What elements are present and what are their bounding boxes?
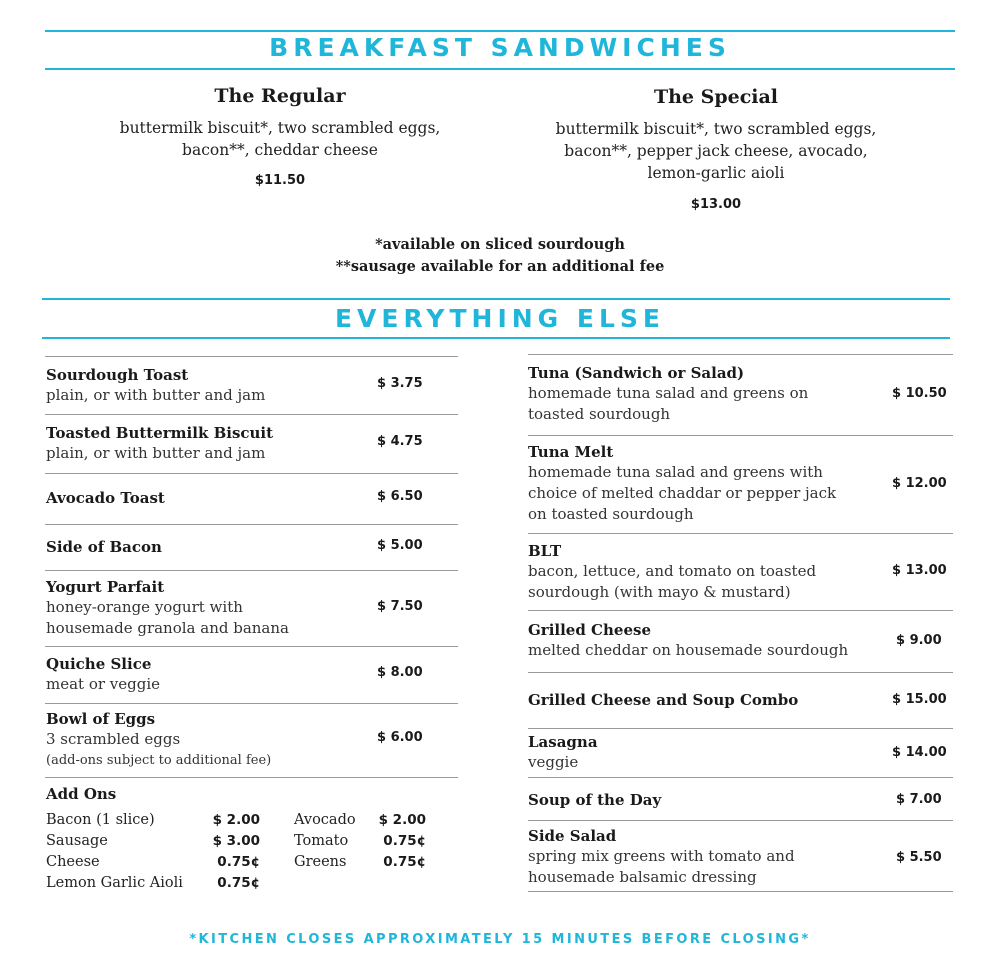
- addon-price: $ 3.00: [212, 833, 260, 849]
- divider: [45, 524, 458, 525]
- footnote-sausage: **sausage available for an additional fee: [335, 258, 665, 275]
- sandwich-special: [516, 86, 916, 212]
- item-desc: spring mix greens with tomato and: [528, 847, 795, 865]
- item-name: Yogurt Parfait: [46, 578, 165, 596]
- everything-top-rule: [42, 298, 950, 300]
- sandwich-regular: [80, 85, 480, 188]
- item-name: Soup of the Day: [528, 791, 662, 809]
- item-name: Bowl of Eggs: [46, 710, 156, 728]
- item-name: Quiche Slice: [46, 655, 152, 673]
- addon-name: Lemon Garlic Aioli: [46, 875, 183, 891]
- item-price: $ 3.75: [377, 376, 423, 391]
- menu-item-bowl-of-eggs: [46, 709, 271, 771]
- item-desc: bacon, lettuce, and tomato on toasted: [528, 562, 817, 580]
- sandwich-price: $11.50: [254, 173, 306, 188]
- footnote-sourdough: *available on sliced sourdough: [375, 236, 625, 253]
- item-name: Lasagna: [528, 733, 598, 751]
- item-desc: housemade granola and banana: [46, 619, 289, 637]
- item-desc: homemade tuna salad and greens on: [528, 384, 809, 402]
- divider: [528, 820, 953, 821]
- menu-item-soup-of-the-day: [528, 790, 661, 810]
- sandwich-desc: bacon**, cheddar cheese: [182, 141, 378, 159]
- sandwich-desc: bacon**, pepper jack cheese, avocado,: [564, 142, 868, 160]
- item-name: Grilled Cheese and Soup Combo: [528, 691, 799, 709]
- breakfast-top-rule: [45, 30, 955, 32]
- breakfast-bottom-rule: [45, 68, 955, 70]
- menu-item-tuna: [528, 363, 808, 425]
- addon-name: Bacon (1 slice): [46, 812, 155, 828]
- divider: [45, 570, 458, 571]
- menu-item-grilled-cheese: [528, 620, 848, 661]
- item-price: $ 5.50: [896, 850, 942, 865]
- menu-item-avocado-toast: [46, 488, 165, 508]
- item-price: $ 12.00: [892, 476, 947, 491]
- everything-bottom-rule: [42, 337, 950, 339]
- item-desc: meat or veggie: [46, 675, 161, 693]
- sandwich-name: The Special: [653, 86, 779, 108]
- menu-item-sourdough-toast: [46, 365, 265, 406]
- addon-name: Tomato: [294, 833, 349, 849]
- addons-title: Add Ons: [46, 785, 117, 803]
- item-price: $ 5.00: [377, 538, 423, 553]
- sandwich-price: $13.00: [690, 197, 742, 212]
- item-name: Tuna Melt: [528, 443, 614, 461]
- divider: [528, 533, 953, 534]
- item-desc: melted cheddar on housemade sourdough: [528, 641, 849, 659]
- item-desc: honey-orange yogurt with: [46, 598, 243, 616]
- addon-name: Sausage: [46, 833, 108, 849]
- divider: [528, 435, 953, 436]
- item-name: BLT: [528, 542, 562, 560]
- sandwich-name: The Regular: [214, 85, 346, 107]
- divider: [45, 703, 458, 704]
- menu-item-toasted-biscuit: [46, 423, 273, 464]
- item-desc: veggie: [528, 753, 579, 771]
- addon-price: 0.75¢: [383, 854, 426, 870]
- addon-price: 0.75¢: [217, 875, 260, 891]
- sandwich-desc: buttermilk biscuit*, two scrambled eggs,: [555, 120, 877, 138]
- item-name: Tuna (Sandwich or Salad): [528, 364, 745, 382]
- divider: [45, 414, 458, 415]
- item-price: $ 8.00: [377, 665, 423, 680]
- item-price: $ 6.50: [377, 489, 423, 504]
- item-price: $ 13.00: [892, 563, 947, 578]
- addon-price: $ 2.00: [378, 812, 426, 828]
- item-desc: choice of melted chaddar or pepper jack: [528, 484, 837, 502]
- divider: [45, 356, 458, 357]
- item-name: Side of Bacon: [46, 538, 162, 556]
- item-desc: 3 scrambled eggs: [46, 730, 181, 748]
- menu-item-side-of-bacon: [46, 537, 162, 557]
- item-price: $ 9.00: [896, 633, 942, 648]
- sandwich-desc: lemon-garlic aioli: [647, 164, 785, 182]
- menu-item-lasagna: [528, 732, 598, 773]
- divider: [45, 777, 458, 778]
- item-desc: on toasted sourdough: [528, 505, 694, 523]
- item-desc: homemade tuna salad and greens with: [528, 463, 823, 481]
- item-desc: toasted sourdough: [528, 405, 671, 423]
- menu-item-side-salad: [528, 826, 795, 888]
- divider: [528, 354, 953, 355]
- divider: [45, 473, 458, 474]
- breakfast-section-title: BREAKFAST SANDWICHES: [269, 33, 731, 62]
- item-desc: housemade balsamic dressing: [528, 868, 757, 886]
- divider: [45, 646, 458, 647]
- item-name: Toasted Buttermilk Biscuit: [46, 424, 274, 442]
- item-desc: (add-ons subject to additional fee): [46, 753, 272, 768]
- divider: [528, 610, 953, 611]
- addon-price: 0.75¢: [383, 833, 426, 849]
- menu-item-tuna-melt: [528, 442, 836, 525]
- item-price: $ 6.00: [377, 730, 423, 745]
- everything-section-title: EVERYTHING ELSE: [334, 304, 665, 333]
- divider: [528, 672, 953, 673]
- menu-item-quiche-slice: [46, 654, 160, 695]
- addon-name: Greens: [294, 854, 347, 870]
- sandwich-footnotes: [0, 234, 1000, 278]
- item-desc: plain, or with butter and jam: [46, 444, 266, 462]
- menu-item-yogurt-parfait: [46, 577, 289, 639]
- kitchen-closing-notice: *KITCHEN CLOSES APPROXIMATELY 15 MINUTES BEFORE CLOSING*: [189, 932, 811, 947]
- item-name: Side Salad: [528, 827, 617, 845]
- item-desc: sourdough (with mayo & mustard): [528, 583, 791, 601]
- divider: [528, 777, 953, 778]
- item-name: Sourdough Toast: [46, 366, 189, 384]
- item-price: $ 15.00: [892, 692, 947, 707]
- menu-item-blt: [528, 541, 816, 603]
- addon-name: Avocado: [294, 812, 356, 828]
- item-price: $ 7.00: [896, 792, 942, 807]
- menu-item-grilled-cheese-soup-combo: [528, 690, 798, 710]
- item-price: $ 14.00: [892, 745, 947, 760]
- item-price: $ 10.50: [892, 386, 947, 401]
- addons-heading: [46, 784, 116, 804]
- addon-price: $ 2.00: [212, 812, 260, 828]
- addon-name: Cheese: [46, 854, 100, 870]
- divider: [528, 891, 953, 892]
- item-desc: plain, or with butter and jam: [46, 386, 266, 404]
- divider: [528, 728, 953, 729]
- sandwich-desc: buttermilk biscuit*, two scrambled eggs,: [119, 119, 441, 137]
- item-price: $ 4.75: [377, 434, 423, 449]
- addon-price: 0.75¢: [217, 854, 260, 870]
- item-name: Avocado Toast: [46, 489, 165, 507]
- item-name: Grilled Cheese: [528, 621, 651, 639]
- item-price: $ 7.50: [377, 599, 423, 614]
